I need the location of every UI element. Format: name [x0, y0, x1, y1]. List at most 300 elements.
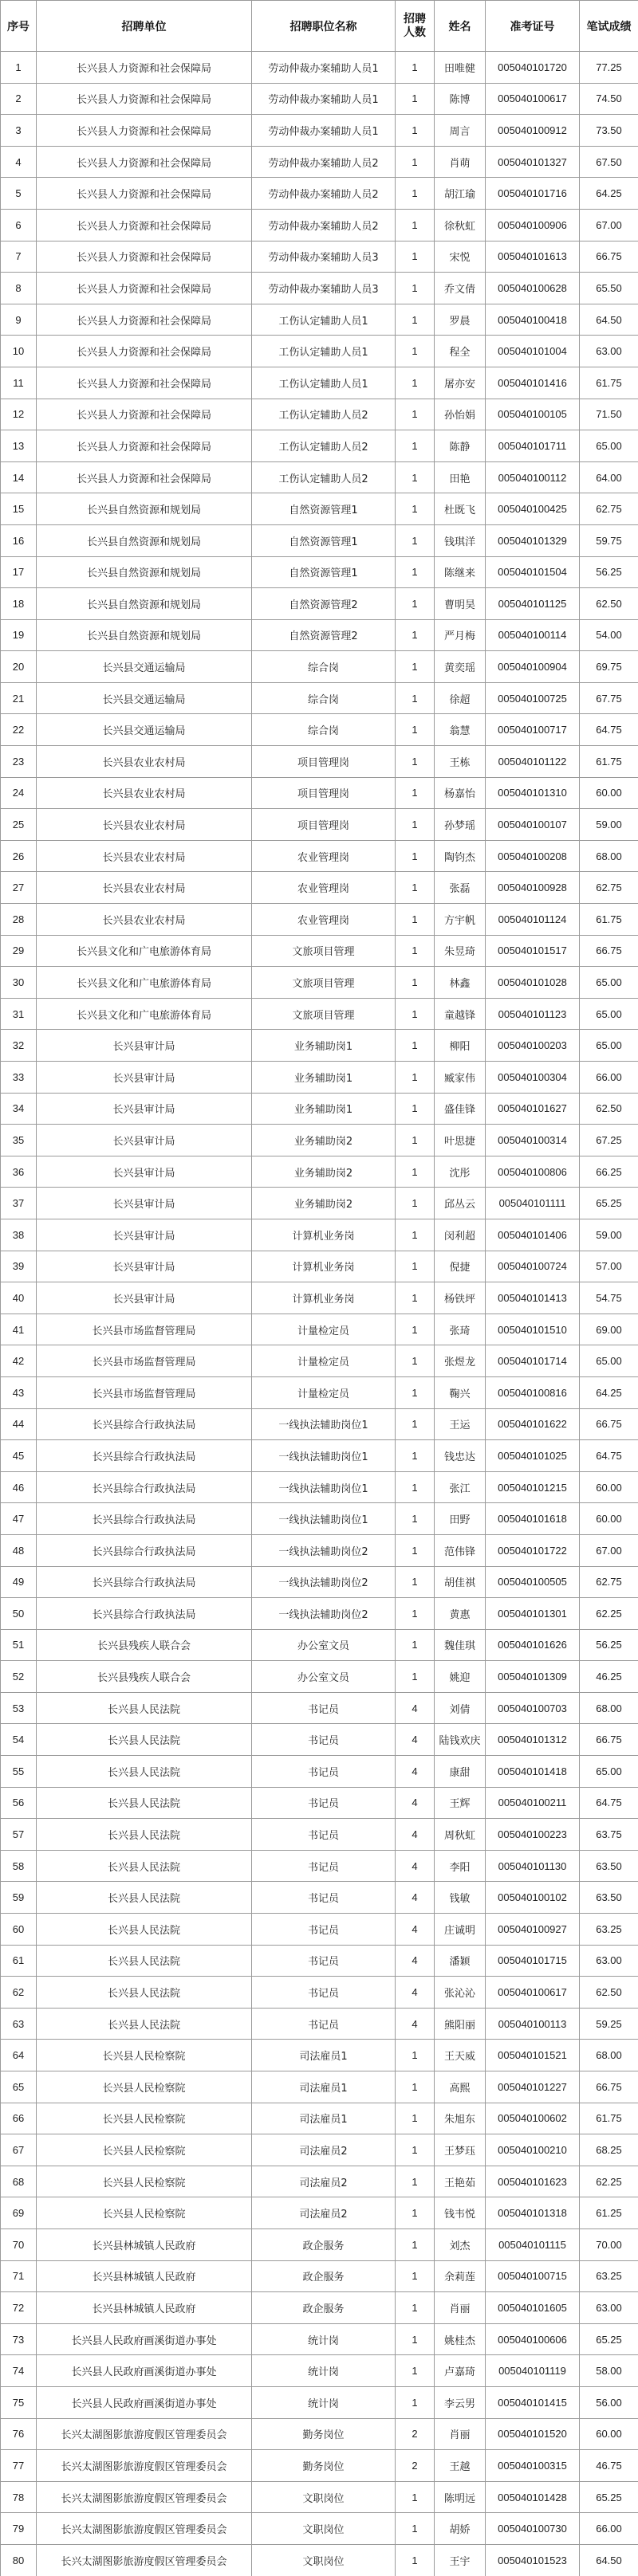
table-row [1, 146, 638, 178]
cell-name: 严月梅 [435, 619, 486, 651]
cell-position: 文职岗位 [252, 2544, 396, 2576]
cell-count: 1 [396, 1125, 435, 1156]
cell-score: 62.75 [580, 1566, 638, 1598]
cell-count: 1 [396, 1440, 435, 1472]
cell-exam-no: 005040101521 [486, 2040, 580, 2071]
cell-exam-no: 005040100602 [486, 2103, 580, 2134]
cell-no: 76 [1, 2418, 37, 2450]
cell-position: 一线执法辅助岗位1 [252, 1471, 396, 1503]
cell-no: 38 [1, 1219, 37, 1251]
cell-name: 王越 [435, 2450, 486, 2482]
cell-name: 钱琪洋 [435, 524, 486, 556]
cell-exam-no: 005040100211 [486, 1787, 580, 1819]
table-row [1, 1661, 638, 1693]
cell-count: 1 [396, 1314, 435, 1345]
cell-name: 康甜 [435, 1756, 486, 1788]
cell-unit: 长兴县人力资源和社会保障局 [37, 367, 252, 399]
table-row [1, 1376, 638, 1408]
table-row [1, 1188, 638, 1219]
table-row [1, 1282, 638, 1314]
cell-score: 63.25 [580, 1914, 638, 1946]
cell-exam-no: 005040101124 [486, 904, 580, 936]
cell-position: 政企服务 [252, 2260, 396, 2292]
cell-name: 张江 [435, 1471, 486, 1503]
cell-exam-no: 005040100223 [486, 1819, 580, 1851]
cell-unit: 长兴县人民法院 [37, 1756, 252, 1788]
cell-count: 1 [396, 52, 435, 84]
cell-no: 70 [1, 2228, 37, 2260]
cell-unit: 长兴县交通运输局 [37, 714, 252, 746]
cell-position: 书记员 [252, 1724, 396, 1756]
cell-count: 1 [396, 588, 435, 620]
cell-no: 16 [1, 524, 37, 556]
cell-exam-no: 005040101622 [486, 1408, 580, 1440]
cell-position: 自然资源管理1 [252, 556, 396, 588]
cell-position: 计量检定员 [252, 1314, 396, 1345]
cell-exam-no: 005040100606 [486, 2323, 580, 2355]
cell-name: 田野 [435, 1503, 486, 1535]
cell-name: 曹明昊 [435, 588, 486, 620]
cell-exam-no: 005040101523 [486, 2544, 580, 2576]
table-row [1, 714, 638, 746]
cell-unit: 长兴县人民法院 [37, 1787, 252, 1819]
cell-no: 50 [1, 1598, 37, 1630]
table-row [1, 967, 638, 999]
cell-count: 1 [396, 904, 435, 936]
cell-position: 书记员 [252, 1914, 396, 1946]
cell-name: 叶思捷 [435, 1125, 486, 1156]
cell-score: 70.00 [580, 2228, 638, 2260]
cell-score: 66.75 [580, 241, 638, 273]
cell-position: 劳动仲裁办案辅助人员3 [252, 241, 396, 273]
cell-no: 54 [1, 1724, 37, 1756]
cell-score: 63.50 [580, 1850, 638, 1882]
cell-name: 肖丽 [435, 2292, 486, 2324]
cell-name: 王宇 [435, 2544, 486, 2576]
cell-exam-no: 005040100816 [486, 1376, 580, 1408]
cell-name: 高熙 [435, 2071, 486, 2103]
cell-score: 67.00 [580, 1534, 638, 1566]
cell-count: 4 [396, 2008, 435, 2040]
cell-no: 5 [1, 178, 37, 210]
cell-no: 15 [1, 493, 37, 525]
cell-position: 办公室文员 [252, 1629, 396, 1661]
header-no: 序号 [1, 1, 37, 52]
cell-exam-no: 005040100314 [486, 1125, 580, 1156]
cell-position: 书记员 [252, 1787, 396, 1819]
cell-position: 一线执法辅助岗位2 [252, 1534, 396, 1566]
cell-position: 司法雇员1 [252, 2071, 396, 2103]
cell-no: 37 [1, 1188, 37, 1219]
cell-count: 1 [396, 146, 435, 178]
cell-score: 64.50 [580, 2544, 638, 2576]
cell-position: 工伤认定辅助人员2 [252, 399, 396, 430]
cell-no: 43 [1, 1376, 37, 1408]
cell-unit: 长兴县文化和广电旅游体育局 [37, 967, 252, 999]
table-row [1, 1314, 638, 1345]
cell-no: 74 [1, 2355, 37, 2387]
cell-no: 32 [1, 1030, 37, 1062]
cell-name: 杜既飞 [435, 493, 486, 525]
cell-unit: 长兴县人民政府画溪街道办事处 [37, 2355, 252, 2387]
cell-no: 39 [1, 1251, 37, 1282]
cell-name: 鞠兴 [435, 1376, 486, 1408]
cell-exam-no: 005040101504 [486, 556, 580, 588]
cell-exam-no: 005040101716 [486, 178, 580, 210]
cell-no: 1 [1, 52, 37, 84]
cell-no: 75 [1, 2386, 37, 2418]
cell-exam-no: 005040101618 [486, 1503, 580, 1535]
cell-position: 司法雇员1 [252, 2103, 396, 2134]
table-row [1, 1882, 638, 1914]
cell-unit: 长兴县人民检察院 [37, 2197, 252, 2229]
cell-unit: 长兴县林城镇人民政府 [37, 2228, 252, 2260]
cell-name: 姚桂杰 [435, 2323, 486, 2355]
cell-unit: 长兴县自然资源和规划局 [37, 588, 252, 620]
cell-no: 35 [1, 1125, 37, 1156]
cell-score: 67.00 [580, 209, 638, 241]
cell-name: 盛佳锋 [435, 1093, 486, 1125]
cell-unit: 长兴县人民检察院 [37, 2166, 252, 2197]
cell-exam-no: 005040100904 [486, 651, 580, 683]
cell-score: 68.25 [580, 2134, 638, 2166]
cell-position: 劳动仲裁办案辅助人员3 [252, 273, 396, 304]
table-row [1, 588, 638, 620]
table-row [1, 178, 638, 210]
table-row [1, 1125, 638, 1156]
table-row [1, 336, 638, 367]
cell-unit: 长兴县综合行政执法局 [37, 1566, 252, 1598]
cell-exam-no: 005040100105 [486, 399, 580, 430]
cell-score: 68.00 [580, 840, 638, 872]
cell-score: 61.75 [580, 2103, 638, 2134]
cell-no: 28 [1, 904, 37, 936]
cell-exam-no: 005040101122 [486, 746, 580, 778]
table-row [1, 2513, 638, 2545]
cell-name: 朱昱琦 [435, 935, 486, 967]
cell-position: 书记员 [252, 1945, 396, 1977]
cell-score: 59.25 [580, 2008, 638, 2040]
cell-unit: 长兴县人力资源和社会保障局 [37, 399, 252, 430]
table-row [1, 2544, 638, 2576]
cell-score: 65.25 [580, 1188, 638, 1219]
cell-score: 56.25 [580, 556, 638, 588]
cell-position: 劳动仲裁办案辅助人员2 [252, 209, 396, 241]
cell-position: 勤务岗位 [252, 2450, 396, 2482]
cell-position: 办公室文员 [252, 1661, 396, 1693]
table-row [1, 556, 638, 588]
cell-count: 1 [396, 2481, 435, 2513]
cell-score: 63.75 [580, 1819, 638, 1851]
table-row [1, 1692, 638, 1724]
cell-count: 1 [396, 2134, 435, 2166]
cell-position: 劳动仲裁办案辅助人员1 [252, 115, 396, 147]
cell-unit: 长兴县林城镇人民政府 [37, 2260, 252, 2292]
cell-unit: 长兴县人民检察院 [37, 2071, 252, 2103]
cell-name: 肖萌 [435, 146, 486, 178]
cell-position: 自然资源管理1 [252, 493, 396, 525]
cell-unit: 长兴太湖图影旅游度假区管理委员会 [37, 2513, 252, 2545]
cell-exam-no: 005040101111 [486, 1188, 580, 1219]
table-row [1, 1629, 638, 1661]
cell-score: 68.00 [580, 1692, 638, 1724]
cell-unit: 长兴县审计局 [37, 1251, 252, 1282]
cell-count: 1 [396, 619, 435, 651]
cell-name: 钱敏 [435, 1882, 486, 1914]
cell-unit: 长兴县人民法院 [37, 2008, 252, 2040]
table-row [1, 904, 638, 936]
cell-count: 4 [396, 1724, 435, 1756]
cell-name: 陈博 [435, 83, 486, 115]
cell-score: 64.25 [580, 178, 638, 210]
cell-name: 徐秋虹 [435, 209, 486, 241]
table-row [1, 1566, 638, 1598]
table-row [1, 1219, 638, 1251]
header-name: 姓名 [435, 1, 486, 52]
cell-count: 1 [396, 2166, 435, 2197]
cell-score: 62.50 [580, 1093, 638, 1125]
cell-exam-no: 005040100208 [486, 840, 580, 872]
cell-exam-no: 005040101329 [486, 524, 580, 556]
cell-name: 罗晨 [435, 304, 486, 336]
header-count [396, 1, 435, 52]
table-row [1, 2008, 638, 2040]
cell-score: 61.75 [580, 367, 638, 399]
cell-name: 王辉 [435, 1787, 486, 1819]
cell-name: 翁慧 [435, 714, 486, 746]
cell-no: 21 [1, 682, 37, 714]
cell-name: 王艳茹 [435, 2166, 486, 2197]
cell-exam-no: 005040101517 [486, 935, 580, 967]
cell-position: 项目管理岗 [252, 746, 396, 778]
cell-unit: 长兴县综合行政执法局 [37, 1471, 252, 1503]
cell-no: 59 [1, 1882, 37, 1914]
cell-score: 60.00 [580, 1503, 638, 1535]
table-row [1, 367, 638, 399]
table-row [1, 2418, 638, 2450]
cell-score: 62.50 [580, 1977, 638, 2009]
cell-score: 62.75 [580, 493, 638, 525]
cell-name: 邱丛云 [435, 1188, 486, 1219]
cell-exam-no: 005040101418 [486, 1756, 580, 1788]
table-row [1, 1345, 638, 1377]
cell-no: 40 [1, 1282, 37, 1314]
cell-count: 1 [396, 556, 435, 588]
cell-no: 79 [1, 2513, 37, 2545]
cell-no: 80 [1, 2544, 37, 2576]
cell-score: 56.00 [580, 2386, 638, 2418]
cell-count: 1 [396, 2103, 435, 2134]
cell-count: 1 [396, 1219, 435, 1251]
cell-no: 52 [1, 1661, 37, 1693]
cell-score: 66.75 [580, 1408, 638, 1440]
table-row [1, 1914, 638, 1946]
cell-count: 4 [396, 1945, 435, 1977]
table-row [1, 1471, 638, 1503]
cell-unit: 长兴县农业农村局 [37, 777, 252, 809]
cell-count: 1 [396, 967, 435, 999]
cell-count: 1 [396, 399, 435, 430]
table-row [1, 1503, 638, 1535]
cell-no: 9 [1, 304, 37, 336]
cell-exam-no: 005040100425 [486, 493, 580, 525]
table-row [1, 461, 638, 493]
cell-count: 1 [396, 714, 435, 746]
cell-unit: 长兴县文化和广电旅游体育局 [37, 935, 252, 967]
cell-score: 59.75 [580, 524, 638, 556]
cell-name: 钱韦悦 [435, 2197, 486, 2229]
cell-position: 一线执法辅助岗位1 [252, 1440, 396, 1472]
cell-count: 1 [396, 304, 435, 336]
cell-no: 64 [1, 2040, 37, 2071]
cell-no: 34 [1, 1093, 37, 1125]
cell-position: 项目管理岗 [252, 777, 396, 809]
cell-position: 司法雇员1 [252, 2040, 396, 2071]
cell-no: 68 [1, 2166, 37, 2197]
cell-count: 1 [396, 998, 435, 1030]
cell-unit: 长兴县人力资源和社会保障局 [37, 209, 252, 241]
cell-count: 1 [396, 2040, 435, 2071]
cell-no: 7 [1, 241, 37, 273]
cell-unit: 长兴县人力资源和社会保障局 [37, 273, 252, 304]
cell-exam-no: 005040100315 [486, 2450, 580, 2482]
table-row [1, 209, 638, 241]
cell-name: 胡娇 [435, 2513, 486, 2545]
cell-unit: 长兴县农业农村局 [37, 840, 252, 872]
table-row [1, 1756, 638, 1788]
cell-name: 方宇帆 [435, 904, 486, 936]
cell-score: 56.25 [580, 1629, 638, 1661]
cell-count: 1 [396, 746, 435, 778]
cell-count: 4 [396, 1850, 435, 1882]
cell-exam-no: 005040101613 [486, 241, 580, 273]
cell-name: 徐超 [435, 682, 486, 714]
cell-count: 1 [396, 273, 435, 304]
cell-name: 庄诚明 [435, 1914, 486, 1946]
cell-position: 司法雇员2 [252, 2134, 396, 2166]
cell-unit: 长兴县人民检察院 [37, 2040, 252, 2071]
cell-score: 63.00 [580, 2292, 638, 2324]
cell-no: 72 [1, 2292, 37, 2324]
cell-unit: 长兴县文化和广电旅游体育局 [37, 998, 252, 1030]
cell-no: 60 [1, 1914, 37, 1946]
cell-name: 胡江瑜 [435, 178, 486, 210]
cell-exam-no: 005040101413 [486, 1282, 580, 1314]
cell-unit: 长兴县人力资源和社会保障局 [37, 461, 252, 493]
cell-unit: 长兴县审计局 [37, 1093, 252, 1125]
cell-exam-no: 005040100725 [486, 682, 580, 714]
table-row [1, 840, 638, 872]
cell-position: 计量检定员 [252, 1376, 396, 1408]
cell-unit: 长兴县人力资源和社会保障局 [37, 115, 252, 147]
cell-exam-no: 005040100628 [486, 273, 580, 304]
cell-no: 19 [1, 619, 37, 651]
cell-position: 项目管理岗 [252, 809, 396, 841]
cell-position: 书记员 [252, 2008, 396, 2040]
cell-score: 69.75 [580, 651, 638, 683]
cell-exam-no: 005040101028 [486, 967, 580, 999]
cell-unit: 长兴县自然资源和规划局 [37, 619, 252, 651]
table-row [1, 935, 638, 967]
cell-no: 25 [1, 809, 37, 841]
table-row [1, 493, 638, 525]
cell-exam-no: 005040101623 [486, 2166, 580, 2197]
cell-no: 45 [1, 1440, 37, 1472]
table-row [1, 1534, 638, 1566]
table-row [1, 651, 638, 683]
table-row [1, 304, 638, 336]
cell-no: 48 [1, 1534, 37, 1566]
cell-count: 1 [396, 2228, 435, 2260]
cell-count: 4 [396, 1692, 435, 1724]
cell-name: 熊阳丽 [435, 2008, 486, 2040]
cell-exam-no: 005040101722 [486, 1534, 580, 1566]
cell-name: 柳阳 [435, 1030, 486, 1062]
cell-position: 计算机业务岗 [252, 1219, 396, 1251]
cell-no: 78 [1, 2481, 37, 2513]
cell-position: 综合岗 [252, 651, 396, 683]
table-row [1, 2386, 638, 2418]
cell-unit: 长兴县人民法院 [37, 1850, 252, 1882]
cell-count: 1 [396, 1376, 435, 1408]
cell-position: 文职岗位 [252, 2513, 396, 2545]
table-row [1, 777, 638, 809]
cell-no: 47 [1, 1503, 37, 1535]
table-row [1, 619, 638, 651]
cell-count: 4 [396, 1787, 435, 1819]
cell-no: 49 [1, 1566, 37, 1598]
cell-exam-no: 005040101301 [486, 1598, 580, 1630]
cell-position: 农业管理岗 [252, 872, 396, 904]
cell-score: 74.50 [580, 83, 638, 115]
cell-position: 业务辅助岗2 [252, 1188, 396, 1219]
cell-score: 62.75 [580, 872, 638, 904]
cell-count: 1 [396, 1282, 435, 1314]
table-row [1, 2197, 638, 2229]
cell-unit: 长兴太湖图影旅游度假区管理委员会 [37, 2450, 252, 2482]
cell-exam-no: 005040101312 [486, 1724, 580, 1756]
cell-position: 劳动仲裁办案辅助人员2 [252, 178, 396, 210]
table-row [1, 2450, 638, 2482]
cell-score: 63.00 [580, 1945, 638, 1977]
table-row [1, 1030, 638, 1062]
cell-unit: 长兴县人力资源和社会保障局 [37, 304, 252, 336]
cell-score: 65.00 [580, 430, 638, 462]
cell-no: 12 [1, 399, 37, 430]
cell-unit: 长兴县农业农村局 [37, 872, 252, 904]
cell-unit: 长兴县农业农村局 [37, 746, 252, 778]
cell-score: 54.00 [580, 619, 638, 651]
cell-position: 统计岗 [252, 2386, 396, 2418]
table-row [1, 1156, 638, 1188]
cell-position: 书记员 [252, 1850, 396, 1882]
cell-score: 65.00 [580, 967, 638, 999]
cell-count: 1 [396, 2544, 435, 2576]
cell-no: 69 [1, 2197, 37, 2229]
cell-unit: 长兴县自然资源和规划局 [37, 524, 252, 556]
cell-position: 业务辅助岗2 [252, 1125, 396, 1156]
cell-position: 文旅项目管理 [252, 998, 396, 1030]
cell-position: 书记员 [252, 1692, 396, 1724]
cell-exam-no: 005040101406 [486, 1219, 580, 1251]
table-row [1, 1724, 638, 1756]
cell-score: 57.00 [580, 1251, 638, 1282]
cell-position: 司法雇员2 [252, 2197, 396, 2229]
cell-count: 1 [396, 1156, 435, 1188]
cell-count: 1 [396, 1408, 435, 1440]
table-row [1, 2103, 638, 2134]
cell-exam-no: 005040101310 [486, 777, 580, 809]
